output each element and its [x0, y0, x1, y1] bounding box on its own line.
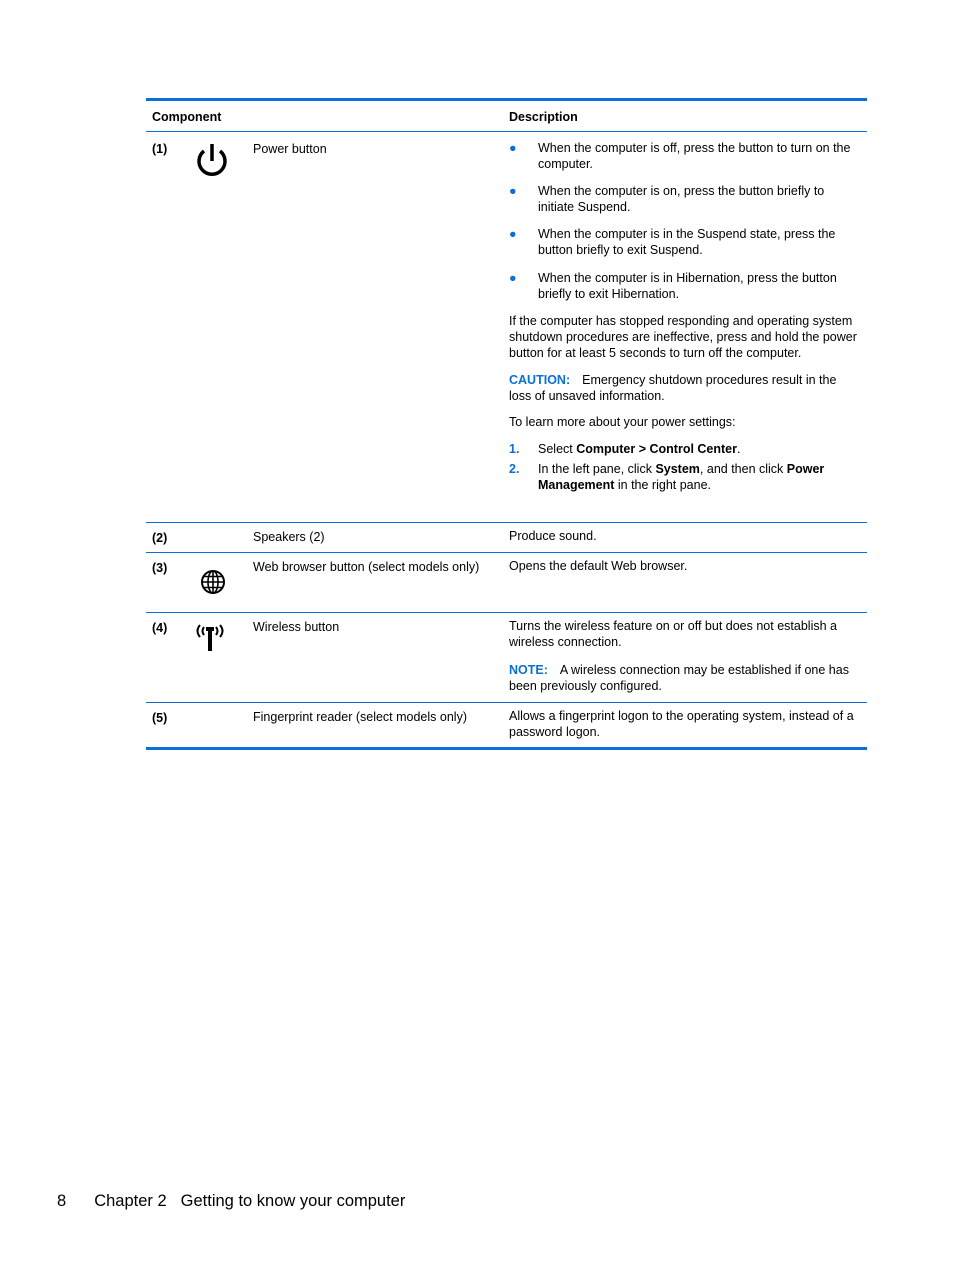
step-number: 2.	[509, 462, 520, 476]
paragraph: Turns the wireless feature on or off but does not establish a wireless connection.	[509, 619, 837, 649]
step-bold: Power Management	[538, 462, 825, 492]
step-number: 1.	[509, 442, 520, 456]
table-row	[146, 523, 867, 553]
table-row	[146, 553, 867, 613]
paragraph: If the computer has stopped responding and operating system shutdown procedures are ineffective, press and hold the power button for at least 5 seconds to turn off the computer.	[509, 314, 857, 360]
bullet-text: When the computer is in the Suspend state, press the button briefly to exit Suspend.	[538, 227, 836, 257]
list-item	[509, 183, 861, 215]
chapter-label: Chapter 2	[94, 1192, 167, 1210]
paragraph: To learn more about your power settings:	[509, 415, 736, 429]
bullet-text: When the computer is in Hibernation, press the button briefly to exit Hibernation.	[538, 271, 837, 301]
description: Produce sound.	[509, 529, 597, 543]
page-number: 8	[57, 1192, 67, 1210]
globe-icon	[200, 569, 226, 598]
caution-text: Emergency shutdown procedures result in the loss of unsaved information.	[509, 373, 837, 403]
list-item	[509, 140, 861, 172]
note-text: A wireless connection may be established if one has been previously configured.	[509, 663, 849, 693]
power-icon	[193, 141, 231, 184]
wireless-icon	[193, 621, 227, 656]
caution	[509, 372, 861, 404]
bullet-icon: ●	[509, 227, 517, 241]
description: Allows a fingerprint logon to the operating system, instead of a password logon.	[509, 709, 854, 739]
step-bold: System	[655, 462, 700, 476]
bullet-icon: ●	[509, 184, 517, 198]
list-item	[509, 441, 861, 457]
table-row	[146, 132, 867, 523]
note-label: NOTE:	[509, 663, 548, 677]
chapter-title: Getting to know your computer	[180, 1192, 406, 1210]
table-header	[146, 101, 867, 132]
step-text: In the left pane, click	[538, 462, 656, 476]
description: Opens the default Web browser.	[509, 559, 688, 573]
step-text: , and then click	[699, 462, 787, 476]
step-text: in the right pane.	[614, 478, 712, 492]
table-row	[146, 703, 867, 747]
component-header: Component	[152, 110, 222, 124]
description-header: Description	[509, 110, 578, 124]
step-text: .	[737, 442, 741, 456]
row-number: (3)	[152, 561, 168, 575]
description	[509, 140, 861, 493]
bullet-text: When the computer is on, press the button briefly to initiate Suspend.	[538, 184, 825, 214]
step-bold: Computer > Control Center	[576, 442, 737, 456]
bullet-icon: ●	[509, 141, 517, 155]
component-name: Web browser button (select models only)	[253, 560, 480, 574]
list-item	[509, 270, 861, 302]
table-row	[146, 613, 867, 703]
component-name: Power button	[253, 142, 327, 156]
page-footer	[57, 1192, 405, 1211]
row-number: (1)	[152, 142, 168, 156]
step-text: Select	[538, 442, 577, 456]
row-number: (2)	[152, 531, 168, 545]
description	[509, 618, 861, 694]
bullet-text: When the computer is off, press the button to turn on the computer.	[538, 141, 851, 171]
component-name: Wireless button	[253, 620, 340, 634]
list-item	[509, 226, 861, 258]
bullet-icon: ●	[509, 271, 517, 285]
component-name: Fingerprint reader (select models only)	[253, 710, 467, 724]
component-name: Speakers (2)	[253, 530, 325, 544]
row-number: (5)	[152, 711, 168, 725]
note	[509, 662, 861, 694]
list-item	[509, 461, 861, 493]
caution-label: CAUTION:	[509, 373, 571, 387]
component-table	[146, 98, 867, 750]
row-number: (4)	[152, 621, 168, 635]
